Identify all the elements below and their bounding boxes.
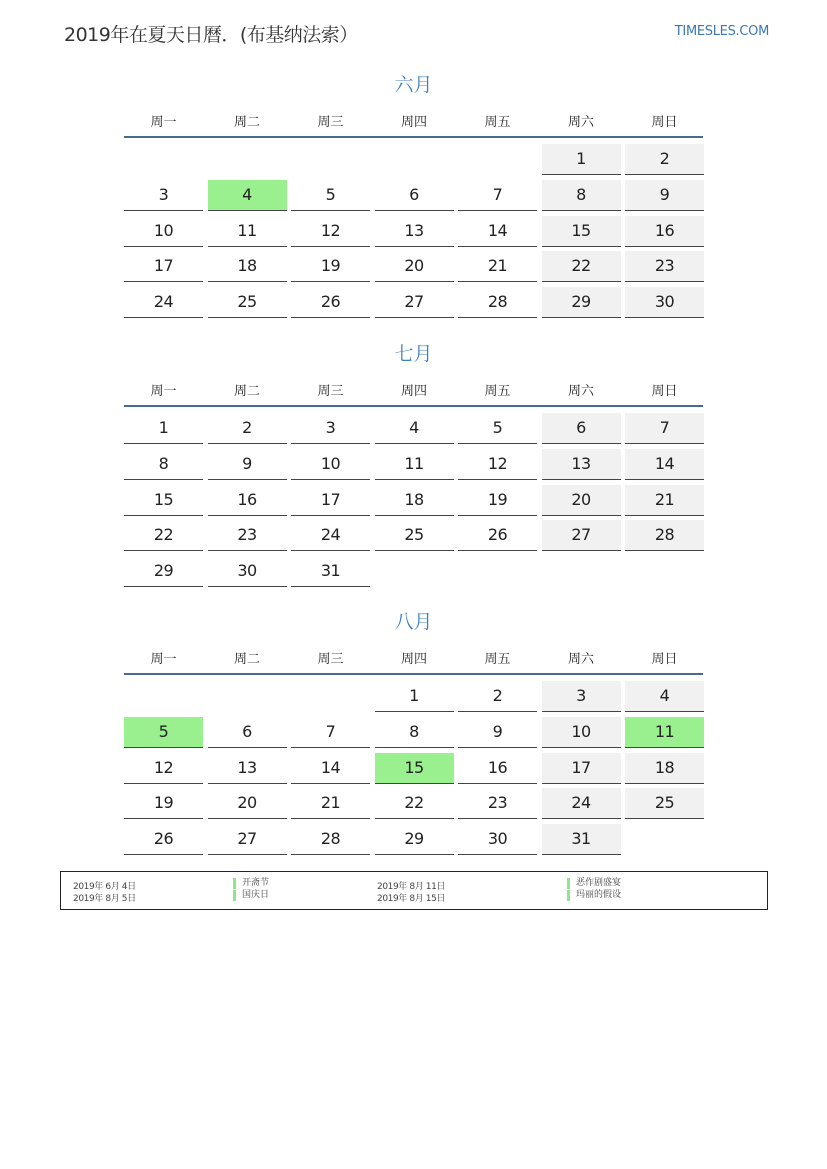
day-cell[interactable]: 8	[124, 449, 203, 480]
day-cell[interactable]: 21	[458, 251, 537, 282]
weekday-header: 周一	[150, 384, 177, 399]
day-cell[interactable]: 19	[291, 251, 370, 282]
weekday-header: 周一	[150, 115, 177, 130]
weekday-header: 周五	[484, 652, 511, 667]
day-cell[interactable]: 23	[625, 251, 704, 282]
day-cell[interactable]: 11	[208, 216, 287, 247]
day-cell[interactable]: 16	[625, 216, 704, 247]
day-cell[interactable]: 2	[458, 681, 537, 712]
day-cell[interactable]: 23	[458, 788, 537, 819]
month-title: 六月	[394, 74, 433, 96]
day-cell[interactable]: 15	[124, 485, 203, 516]
day-cell[interactable]: 15	[542, 216, 621, 247]
day-cell[interactable]: 25	[375, 520, 454, 551]
day-cell[interactable]: 10	[542, 717, 621, 748]
day-cell[interactable]: 5	[291, 180, 370, 211]
day-cell[interactable]: 24	[542, 788, 621, 819]
weekday-header: 周二	[233, 384, 260, 399]
day-cell[interactable]: 14	[291, 753, 370, 784]
weekday-header: 周六	[567, 384, 594, 399]
weekday-header: 周三	[317, 652, 344, 667]
day-cell[interactable]: 6	[375, 180, 454, 211]
day-cell[interactable]: 30	[625, 287, 704, 318]
day-cell[interactable]: 12	[291, 216, 370, 247]
day-cell[interactable]: 7	[291, 717, 370, 748]
day-cell[interactable]: 13	[208, 753, 287, 784]
weekday-header: 周四	[400, 384, 427, 399]
day-cell[interactable]: 17	[291, 485, 370, 516]
legend-holiday-name: 开斋节	[233, 878, 269, 889]
day-cell[interactable]: 22	[124, 520, 203, 551]
legend-date: 2019年 8月 5日	[73, 894, 136, 904]
legend-holiday-name: 恶作剧盛宴	[567, 878, 621, 889]
day-cell[interactable]: 5	[124, 717, 203, 748]
day-cell[interactable]: 25	[208, 287, 287, 318]
day-cell[interactable]: 8	[542, 180, 621, 211]
day-cell[interactable]: 7	[458, 180, 537, 211]
day-cell[interactable]: 2	[625, 144, 704, 175]
day-cell[interactable]: 20	[542, 485, 621, 516]
weekday-header: 周三	[317, 384, 344, 399]
header-divider	[124, 136, 703, 138]
day-cell[interactable]: 3	[291, 413, 370, 444]
day-cell[interactable]: 25	[625, 788, 704, 819]
day-cell[interactable]: 11	[625, 717, 704, 748]
day-cell[interactable]: 12	[124, 753, 203, 784]
day-cell[interactable]: 9	[458, 717, 537, 748]
weekday-header: 周四	[400, 652, 427, 667]
weekday-header: 周六	[567, 115, 594, 130]
day-cell[interactable]: 11	[375, 449, 454, 480]
day-cell[interactable]: 8	[375, 717, 454, 748]
day-cell[interactable]: 18	[375, 485, 454, 516]
header-divider	[124, 673, 703, 675]
weekday-header: 周五	[484, 115, 511, 130]
day-cell[interactable]: 14	[458, 216, 537, 247]
day-cell[interactable]: 30	[208, 556, 287, 587]
weekday-header: 周三	[317, 115, 344, 130]
day-cell[interactable]: 18	[625, 753, 704, 784]
day-cell[interactable]: 17	[542, 753, 621, 784]
page-title: 2019年在夏天日曆．(布基纳法索）	[64, 24, 358, 46]
day-cell[interactable]: 3	[542, 681, 621, 712]
weekday-header: 周六	[567, 652, 594, 667]
day-cell[interactable]: 26	[124, 824, 203, 855]
legend-date: 2019年 8月 15日	[377, 894, 446, 904]
day-cell[interactable]: 28	[625, 520, 704, 551]
day-cell[interactable]: 24	[124, 287, 203, 318]
day-cell[interactable]: 20	[208, 788, 287, 819]
weekday-header: 周日	[651, 652, 678, 667]
day-cell[interactable]: 28	[291, 824, 370, 855]
day-cell[interactable]: 13	[375, 216, 454, 247]
day-cell[interactable]: 3	[124, 180, 203, 211]
day-cell[interactable]: 21	[625, 485, 704, 516]
day-cell[interactable]: 19	[458, 485, 537, 516]
legend-date: 2019年 8月 11日	[377, 882, 446, 892]
day-cell[interactable]: 2	[208, 413, 287, 444]
day-cell[interactable]: 15	[375, 753, 454, 784]
day-cell[interactable]: 4	[625, 681, 704, 712]
day-cell[interactable]: 1	[124, 413, 203, 444]
day-cell[interactable]: 29	[375, 824, 454, 855]
day-cell[interactable]: 16	[208, 485, 287, 516]
day-cell[interactable]: 16	[458, 753, 537, 784]
legend-holiday-name: 玛丽的假设	[567, 890, 621, 901]
day-cell[interactable]: 9	[625, 180, 704, 211]
day-cell[interactable]: 31	[542, 824, 621, 855]
weekday-header: 周四	[400, 115, 427, 130]
site-link[interactable]: TIMESLES.COM	[674, 24, 769, 39]
day-cell[interactable]: 7	[625, 413, 704, 444]
day-cell[interactable]: 4	[375, 413, 454, 444]
day-cell[interactable]: 22	[375, 788, 454, 819]
day-cell[interactable]: 27	[542, 520, 621, 551]
holiday-legend	[60, 871, 768, 910]
weekday-header: 周一	[150, 652, 177, 667]
day-cell[interactable]: 27	[208, 824, 287, 855]
day-cell[interactable]: 27	[375, 287, 454, 318]
day-cell[interactable]: 29	[542, 287, 621, 318]
weekday-header: 周日	[651, 384, 678, 399]
day-cell[interactable]: 4	[208, 180, 287, 211]
day-cell[interactable]: 30	[458, 824, 537, 855]
day-cell[interactable]: 10	[291, 449, 370, 480]
day-cell[interactable]: 22	[542, 251, 621, 282]
day-cell[interactable]: 28	[458, 287, 537, 318]
weekday-header: 周日	[651, 115, 678, 130]
weekday-header: 周五	[484, 384, 511, 399]
day-cell[interactable]: 14	[625, 449, 704, 480]
day-cell[interactable]: 21	[291, 788, 370, 819]
day-cell[interactable]: 24	[291, 520, 370, 551]
day-cell[interactable]: 6	[208, 717, 287, 748]
month-title: 八月	[394, 611, 433, 633]
day-cell[interactable]: 23	[208, 520, 287, 551]
weekday-header: 周二	[233, 652, 260, 667]
day-cell[interactable]: 17	[124, 251, 203, 282]
legend-date: 2019年 6月 4日	[73, 882, 136, 892]
day-cell[interactable]: 6	[542, 413, 621, 444]
day-cell[interactable]: 26	[291, 287, 370, 318]
day-cell[interactable]: 18	[208, 251, 287, 282]
weekday-header: 周二	[233, 115, 260, 130]
day-cell[interactable]: 19	[124, 788, 203, 819]
day-cell[interactable]: 9	[208, 449, 287, 480]
header-divider	[124, 405, 703, 407]
month-title: 七月	[394, 343, 433, 365]
day-cell[interactable]: 29	[124, 556, 203, 587]
day-cell[interactable]: 20	[375, 251, 454, 282]
day-cell[interactable]: 10	[124, 216, 203, 247]
day-cell[interactable]: 5	[458, 413, 537, 444]
day-cell[interactable]: 31	[291, 556, 370, 587]
legend-holiday-name: 国庆日	[233, 890, 269, 901]
day-cell[interactable]: 1	[542, 144, 621, 175]
day-cell[interactable]: 26	[458, 520, 537, 551]
day-cell[interactable]: 13	[542, 449, 621, 480]
day-cell[interactable]: 1	[375, 681, 454, 712]
day-cell[interactable]: 12	[458, 449, 537, 480]
